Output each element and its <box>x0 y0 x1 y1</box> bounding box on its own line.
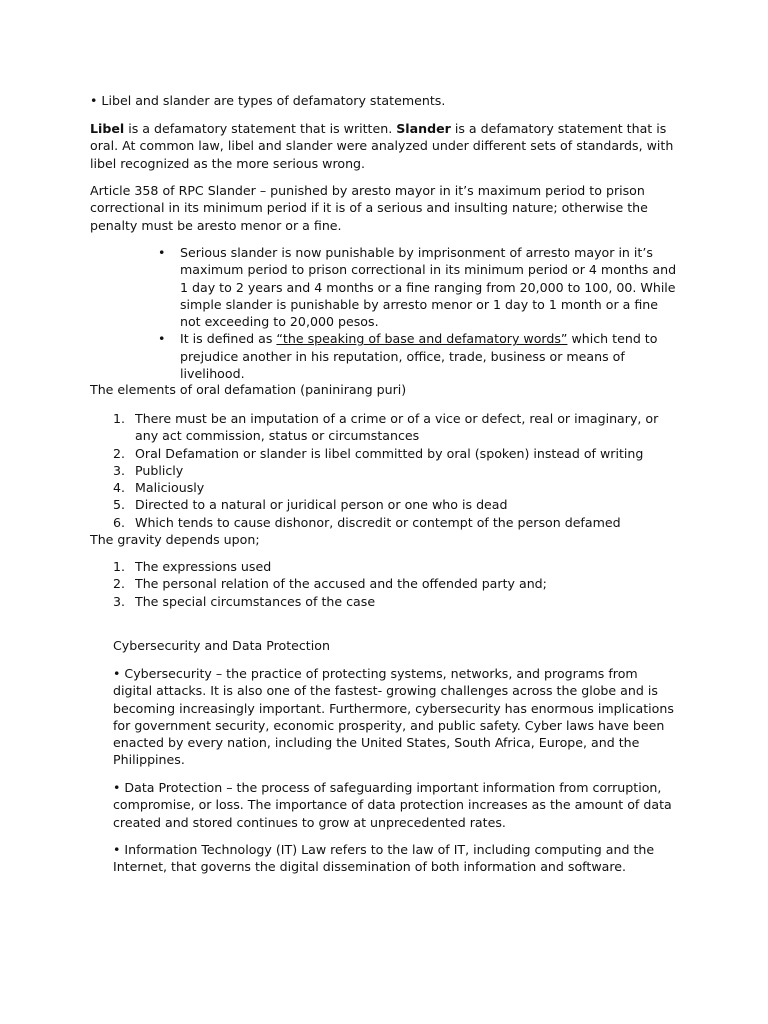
list-number: 5. <box>113 497 126 513</box>
list-item-text: The personal relation of the accused and the offended party and; <box>135 576 547 592</box>
cybersecurity-paragraph: • Cybersecurity – the practice of protecting systems, networks, and programs from digital attacks. It is also one of the fastest- growing challenges across the globe and is becoming increasingly important. Furthermore, cybersecurity has enormous implications for government security, economic prosperity, and public safety. Cyber laws have been enacted by every nation, including the United States, South Africa, Europe, and the Philippines. <box>113 666 674 768</box>
libel-term: Libel <box>90 121 125 136</box>
definitions-paragraph <box>90 120 680 172</box>
list-item-text: The special circumstances of the case <box>135 593 376 609</box>
list-item <box>113 558 680 575</box>
list-item-text: Which tends to cause dishonor, discredit or contempt of the person defamed <box>135 514 621 530</box>
list-number: 3. <box>113 593 126 609</box>
quoted-definition: “the speaking of base and defamatory words” <box>276 331 568 347</box>
intro-bullet: • Libel and slander are types of defamatory statements. <box>90 93 446 108</box>
list-item <box>113 462 680 479</box>
list-number: 3. <box>113 462 126 478</box>
list-item <box>113 496 680 513</box>
list-item-definition: • It is defined as “the speaking of base and defamatory words” which tend to prejudice another in his reputation, office, trade, business or means of livelihood. <box>158 330 680 382</box>
list-item-serious-slander: • Serious slander is now punishable by imprisonment of arresto mayor in it’s maximum period to prison correctional in its minimum period or 4 months and 1 day to 2 years and 4 months or a fine ranging from 20,000 to 100, 00. While simple slander is punishable by arresto menor or 1 day to 1 month or a fine not exceeding to 20,000 pesos. <box>158 244 680 330</box>
slander-term: Slander <box>396 121 451 136</box>
list-number: 1. <box>113 411 126 426</box>
list-item-text: Directed to a natural or juridical person or one who is dead <box>135 497 508 513</box>
list-number: 6. <box>113 514 126 530</box>
elements-heading: The elements of oral defamation (paninirang puri) <box>90 382 407 397</box>
list-item-text: Oral Defamation or slander is libel committed by oral (spoken) instead of writing <box>135 445 644 461</box>
gravity-heading: The gravity depends upon; <box>90 532 260 547</box>
list-number: 2. <box>113 445 126 461</box>
article-paragraph: Article 358 of RPC Slander – punished by aresto mayor in it’s maximum period to prison correctional in its minimum period if it is of a serious and insulting nature; otherwise the penalty must be aresto menor or a fine. <box>90 183 648 233</box>
list-item <box>113 410 680 445</box>
section-heading-cybersecurity: Cybersecurity and Data Protection <box>113 638 330 653</box>
list-item-text: There must be an imputation of a crime or of a vice or defect, real or imaginary, or any act commission, status or circumstances <box>135 411 659 444</box>
slander-definition: is a defamatory statement that is oral. At common law, libel and slander were analyzed under different sets of standards, with libel recognized as the more serious wrong. <box>90 121 674 171</box>
list-item <box>113 575 680 592</box>
list-item-text: Publicly <box>135 462 184 478</box>
it-law-paragraph: • Information Technology (IT) Law refers to the law of IT, including computing and the Internet, that governs the digital dissemination of both information and software. <box>113 842 655 875</box>
list-item <box>113 514 680 531</box>
list-number: 1. <box>113 559 126 574</box>
gravity-list <box>113 558 680 610</box>
list-item-text: The expressions used <box>135 559 272 574</box>
list-item-text: Maliciously <box>135 480 205 496</box>
list-item <box>113 593 680 610</box>
list-item <box>113 479 680 496</box>
data-protection-paragraph: • Data Protection – the process of safeguarding important information from corruption, compromise, or loss. The importance of data protection increases as the amount of data created and stored continues to grow at unprecedented rates. <box>113 780 672 830</box>
list-number: 2. <box>113 576 126 592</box>
list-number: 4. <box>113 480 126 496</box>
list-item <box>113 445 680 462</box>
elements-list <box>113 410 680 531</box>
slander-bullet-list <box>158 244 680 382</box>
libel-definition: is a defamatory statement that is written. <box>124 121 397 136</box>
